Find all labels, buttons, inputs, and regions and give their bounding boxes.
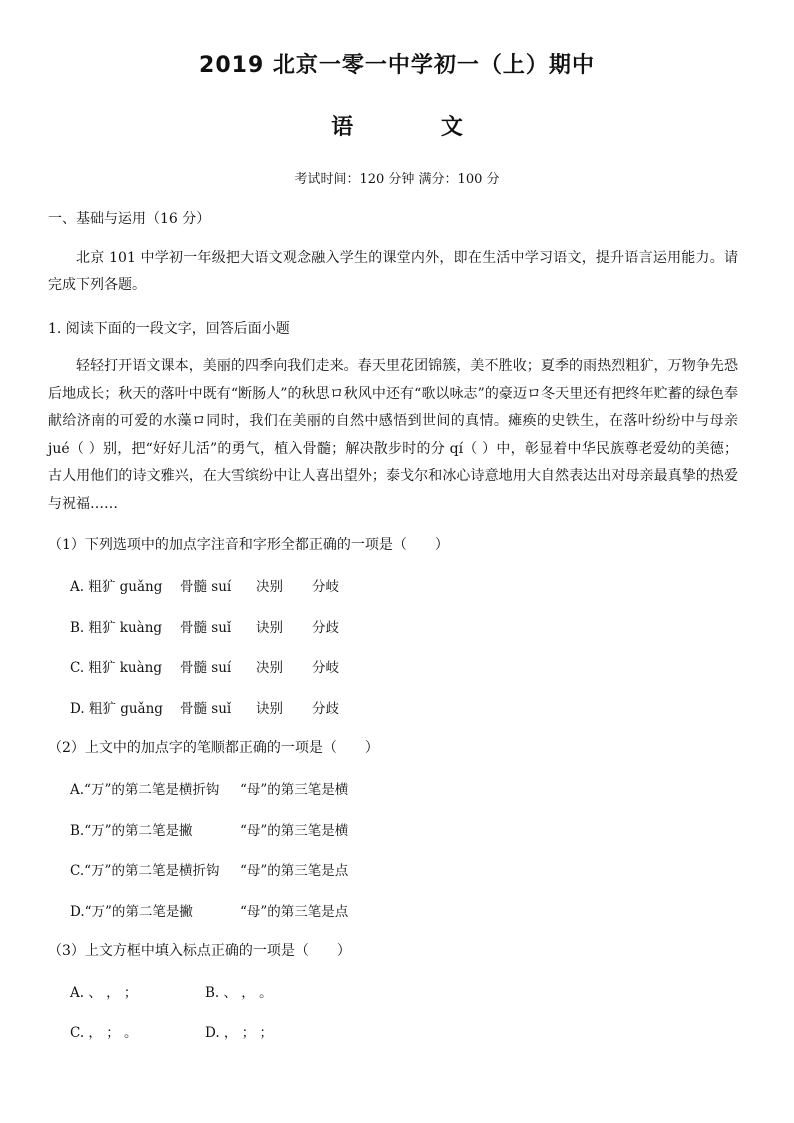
option-part[interactable]: A. 、 ， ； xyxy=(70,985,138,1001)
option-part: 分岐 xyxy=(312,660,339,676)
option-3cd[interactable] xyxy=(70,1021,273,1041)
subject-title: 语 文 xyxy=(331,115,503,140)
option-part: B. 粗犷 kuàng xyxy=(70,620,163,636)
option-part: 骨髓 suǐ xyxy=(180,701,232,717)
option-part: “母”的第三笔是横 xyxy=(240,823,349,839)
option-part: 分歧 xyxy=(312,620,339,636)
option-part: 骨髓 suǐ xyxy=(180,620,232,636)
option-part: 骨髓 suí xyxy=(180,660,232,676)
page-title: 2019 北京一零一中学初一（上）期中 xyxy=(199,53,595,78)
option-part[interactable]: B. 、 ， 。 xyxy=(205,985,273,1001)
option-part: B.“万”的第二笔是撇 xyxy=(70,823,193,839)
subquestion-3-heading: （3）上文方框中填入标点正确的一项是（ ） xyxy=(48,943,351,959)
option-part[interactable]: C. ， ； 。 xyxy=(70,1025,138,1041)
option-part: A.“万”的第二笔是横折钩 xyxy=(70,782,220,798)
option-part: “母”的第三笔是点 xyxy=(240,863,349,879)
option-part: D.“万”的第二笔是撇 xyxy=(70,904,193,920)
option-part: 决别 xyxy=(256,579,283,595)
option-part: “母”的第三笔是横 xyxy=(240,782,349,798)
option-2c[interactable] xyxy=(70,859,348,879)
option-part: 决别 xyxy=(256,660,283,676)
exam-info: 考试时间：120 分钟 满分：100 分 xyxy=(294,172,500,187)
subquestion-2-heading: （2）上文中的加点字的笔顺都正确的一项是（ ） xyxy=(48,740,379,756)
option-part: D. 粗犷 guǎng xyxy=(70,701,163,717)
option-part[interactable]: D. ， ； ； xyxy=(205,1025,274,1041)
option-part: 分岐 xyxy=(312,579,339,595)
option-2b[interactable] xyxy=(70,819,348,839)
option-1c[interactable] xyxy=(70,656,339,676)
option-part: 分歧 xyxy=(312,701,339,717)
option-2d[interactable] xyxy=(70,900,348,920)
option-part: 诀别 xyxy=(256,620,283,636)
option-part: 骨髓 suí xyxy=(180,579,232,595)
option-part: A. 粗犷 guǎng xyxy=(70,579,163,595)
option-part: “母”的第三笔是点 xyxy=(240,904,349,920)
option-1a[interactable] xyxy=(70,575,339,595)
option-2a[interactable] xyxy=(70,778,348,798)
reading-passage: 轻轻打开语文课本，美丽的四季向我们走来。春天里花团锦簇，美不胜收；夏季的雨热烈粗犷，万物争先恐后地成长；秋天的落叶中既有“断肠人”的秋思ロ秋风中还有“歌以咏志”的豪迈ロ冬天里还有把终年贮蓄的绿色奉献给济南的可爱的水藻ロ同时，我们在美丽的自然中感悟到世间的真情。瘫痪的史铁生，在落叶纷纷中与母亲 jué（ ）别，把“好好儿活”的勇气，植入骨髓；解决散步时的分 qí（ ）中，彰显着中华民族尊老爱幼的美德；古人用他们的诗文雅兴，在大雪缤纷中让人喜出望外；泰戈尔和冰心诗意地用大自然表达出对母亲最真挚的热爱与祝福…… xyxy=(48,358,738,512)
question-1-heading: 1. 阅读下面的一段文字，回答后面小题 xyxy=(48,321,290,337)
section-heading: 一、基础与运用（16 分） xyxy=(48,211,211,227)
option-part: C.“万”的第二笔是横折钩 xyxy=(70,863,220,879)
option-3ab[interactable] xyxy=(70,981,273,1001)
option-part: 诀别 xyxy=(256,701,283,717)
option-1b[interactable] xyxy=(70,616,339,636)
option-1d[interactable] xyxy=(70,697,339,717)
option-part: C. 粗犷 kuàng xyxy=(70,660,162,676)
section-intro: 北京 101 中学初一年级把大语文观念融入学生的课堂内外，即在生活中学习语文，提升语言运用能力。请完成下列各题。 xyxy=(48,250,738,293)
subquestion-1-heading: （1）下列选项中的加点字注音和字形全都正确的一项是（ ） xyxy=(48,537,449,553)
